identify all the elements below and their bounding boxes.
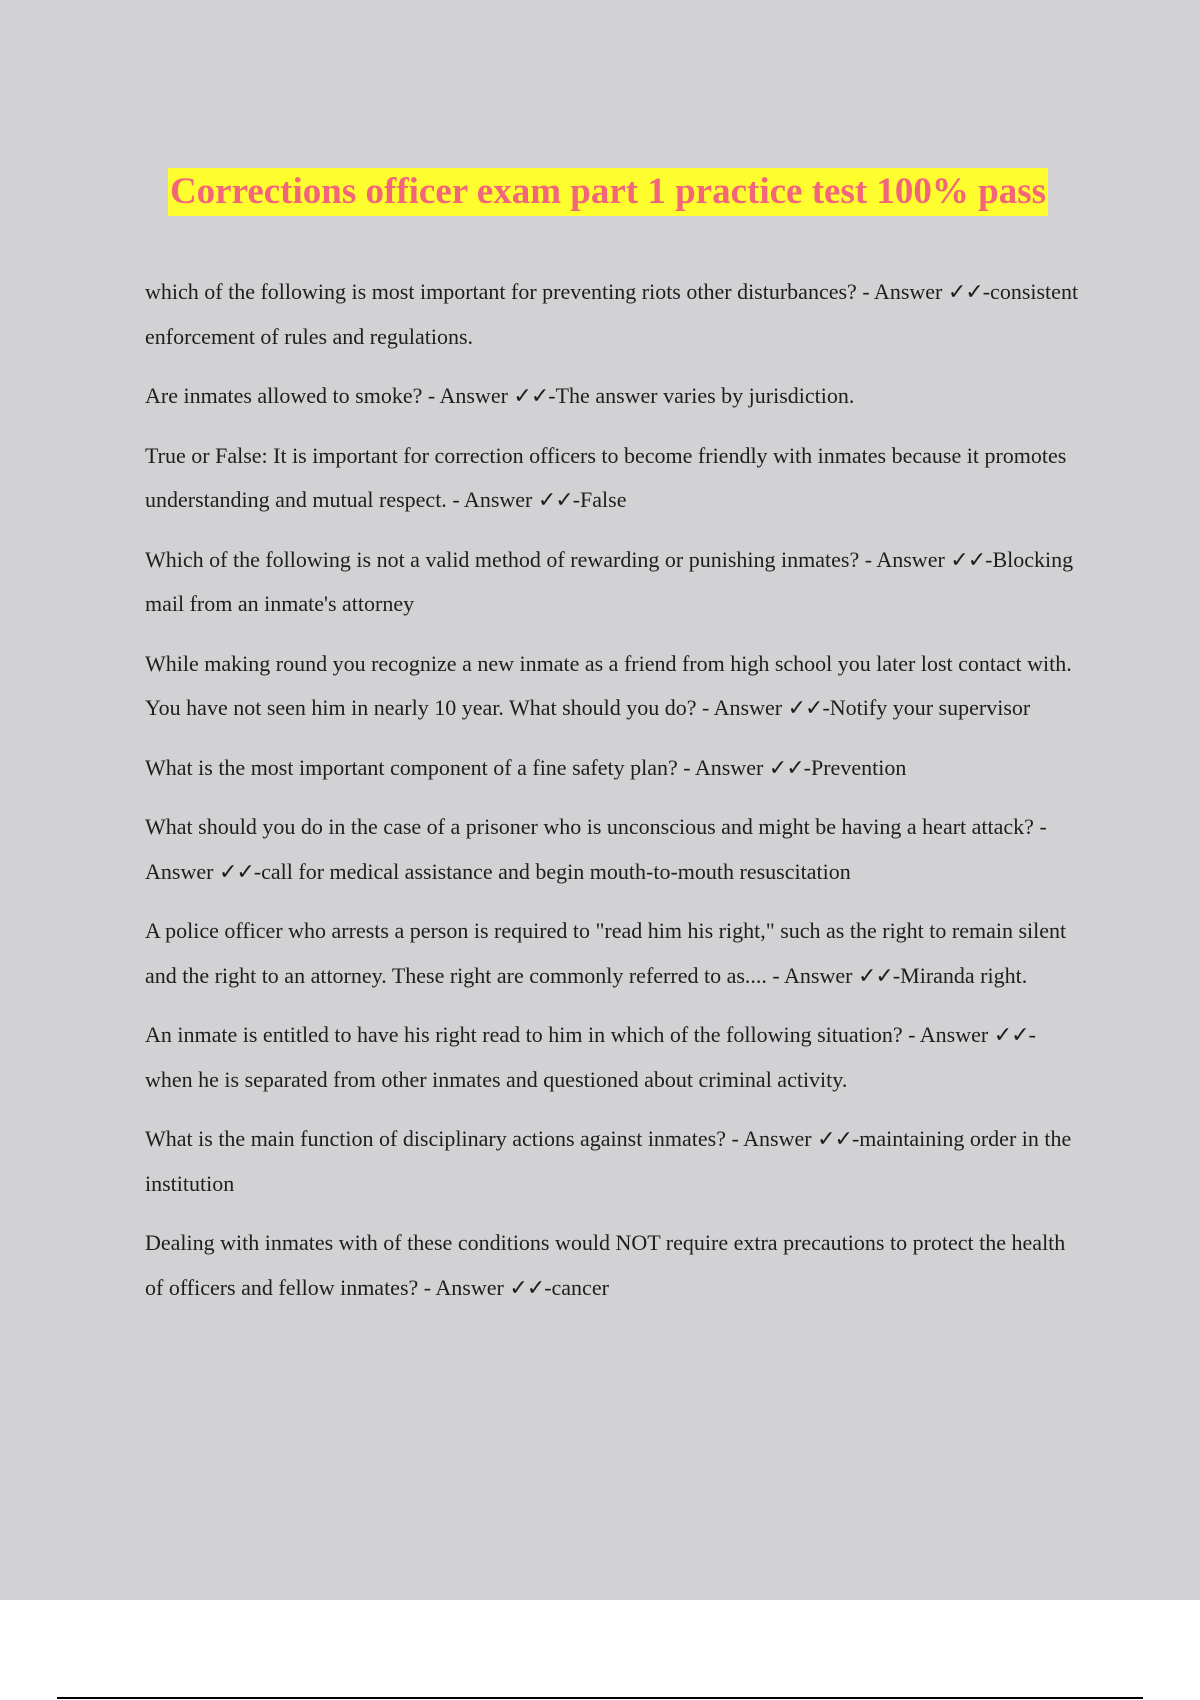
question-text: True or False: It is important for correction officers to become friendly with inmates because it promotes understanding and mutual respect. xyxy=(145,442,1067,512)
qa-item xyxy=(145,270,1080,359)
question-text: While making round you recognize a new inmate as a friend from high school you later lost contact with. You have not seen him in nearly 10 year. What should you do? xyxy=(145,650,1072,720)
qa-item xyxy=(145,538,1080,627)
question-text: Dealing with inmates with of these conditions would NOT require extra precautions to protect the health of officers and fellow inmates? xyxy=(145,1230,1066,1300)
double-check-icon: ✓✓ xyxy=(817,1126,852,1151)
answer-text: -consistent enforcement of rules and regulations. xyxy=(145,279,1079,349)
answer-text: -The answer varies by jurisdiction. xyxy=(548,383,855,408)
double-check-icon: ✓✓ xyxy=(857,962,893,988)
question-answer-list xyxy=(145,270,1080,1325)
answer-prefix: - Answer xyxy=(446,487,538,512)
double-check-icon: ✓✓ xyxy=(537,487,573,512)
answer-text: -call for medical assistance and begin mouth-to-mouth resuscitation xyxy=(253,858,851,884)
answer-text: -maintaining order in the institution xyxy=(145,1126,1072,1196)
qa-item xyxy=(145,746,1080,791)
answer-text: -Prevention xyxy=(803,754,907,780)
answer-text: -when he is separated from other inmates and questioned about criminal activity. xyxy=(145,1022,1036,1092)
qa-item xyxy=(145,1013,1080,1102)
qa-item xyxy=(145,805,1080,894)
question-text: What is the main function of disciplinary actions against inmates? xyxy=(145,1126,727,1151)
title-container xyxy=(0,168,1200,216)
question-text: Which of the following is not a valid method of rewarding or punishing inmates? xyxy=(145,546,860,572)
question-text: What is the most important component of a fine safety plan? xyxy=(145,754,678,780)
question-text: An inmate is entitled to have his right read to him in which of the following situation? xyxy=(145,1022,903,1047)
qa-item xyxy=(145,909,1080,998)
answer-prefix: - Answer xyxy=(859,546,951,572)
page-footer-area xyxy=(0,1600,1200,1700)
answer-text: -Miranda right. xyxy=(892,962,1028,988)
qa-item xyxy=(145,434,1080,523)
answer-text: -cancer xyxy=(544,1274,609,1300)
double-check-icon: ✓✓ xyxy=(993,1022,1029,1047)
double-check-icon: ✓✓ xyxy=(947,279,983,304)
answer-prefix: - Answer xyxy=(145,814,1047,884)
question-text: Are inmates allowed to smoke? xyxy=(145,383,423,408)
answer-prefix: - Answer xyxy=(696,695,788,720)
answer-prefix: - Answer xyxy=(677,754,769,780)
answer-prefix: - Answer xyxy=(422,383,514,408)
answer-prefix: - Answer xyxy=(856,279,948,304)
double-check-icon: ✓✓ xyxy=(768,754,804,780)
double-check-icon: ✓✓ xyxy=(950,546,986,572)
question-text: What should you do in the case of a prisoner who is unconscious and might be having a heart attack? xyxy=(145,814,1034,839)
question-text: A police officer who arrests a person is required to "read him his right," such as the right to remain silent and the right to an attorney. These right are commonly referred to as.... xyxy=(145,918,1067,988)
qa-item xyxy=(145,374,1080,419)
answer-prefix: - Answer xyxy=(726,1126,818,1151)
answer-prefix: - Answer xyxy=(418,1274,510,1300)
answer-text: -False xyxy=(572,487,627,512)
double-check-icon: ✓✓ xyxy=(218,858,254,884)
answer-prefix: - Answer xyxy=(902,1022,994,1047)
question-text: which of the following is most important for preventing riots other disturbances? xyxy=(145,279,857,304)
footer-divider xyxy=(57,1697,1143,1699)
answer-text: -Blocking mail from an inmate's attorney xyxy=(145,546,1074,616)
answer-text: -Notify your supervisor xyxy=(822,695,1031,720)
qa-item xyxy=(145,642,1080,731)
document-title: Corrections officer exam part 1 practice test 100% pass xyxy=(168,168,1048,216)
answer-prefix: - Answer xyxy=(766,962,858,988)
double-check-icon: ✓✓ xyxy=(513,383,549,408)
qa-item xyxy=(145,1117,1080,1206)
qa-item xyxy=(145,1221,1080,1310)
double-check-icon: ✓✓ xyxy=(509,1274,545,1300)
double-check-icon: ✓✓ xyxy=(787,695,823,720)
